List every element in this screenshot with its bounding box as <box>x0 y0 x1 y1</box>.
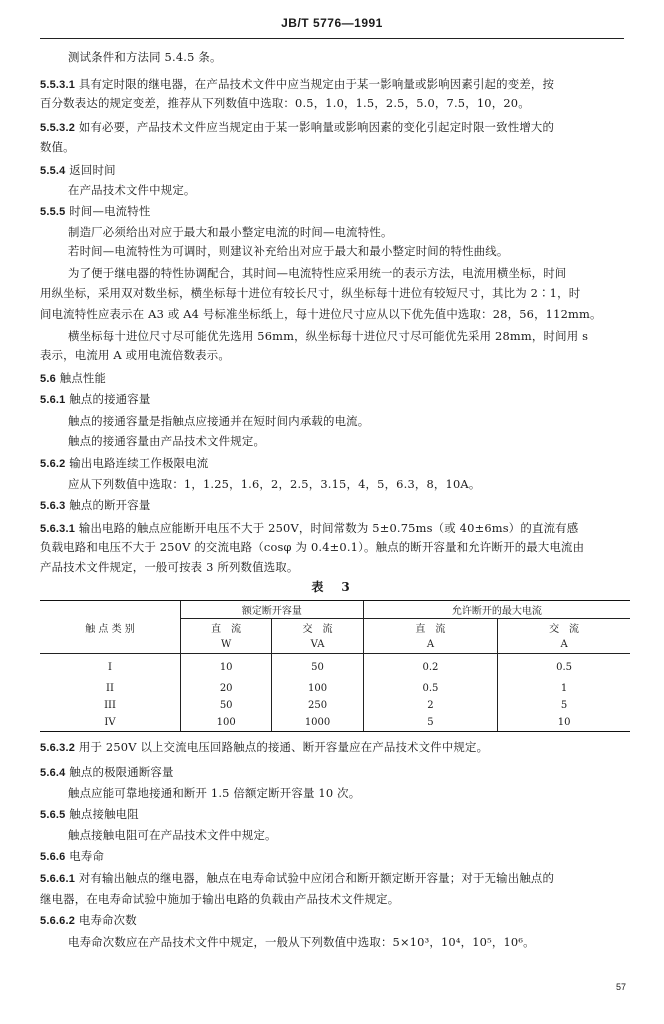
table-3 <box>40 600 630 732</box>
header-rule <box>40 38 624 39</box>
text-line <box>40 560 299 575</box>
clause-text: 负载电路和电压不大于 250V 的交流电路（cosφ 为 0.4±0.1）。触点的断开容量和允许断开的最大电流由 <box>40 540 585 554</box>
clause-number: 5.6.5 <box>40 809 66 821</box>
clause-text: 产品技术文件规定，一般可按表 3 所列数值选取。 <box>40 560 299 574</box>
clause-text: 返回时间 <box>69 163 116 177</box>
table-cell: 5 <box>498 697 630 714</box>
text-line <box>68 828 277 843</box>
text-line <box>40 204 150 220</box>
page-number: 57 <box>616 982 627 992</box>
clause-text: 触点的接通容量 <box>69 392 151 406</box>
clause-text: 应从下列数值中选取：1，1.25，1.6，2，2.5，3.15，4，5，6.3，8，10A。 <box>68 477 481 491</box>
text-line <box>40 807 139 823</box>
clause-number: 5.6.3.1 <box>40 523 76 535</box>
table-row <box>40 654 630 681</box>
clause-number: 5.6.6 <box>40 851 66 863</box>
clause-number: 5.6.1 <box>40 394 66 406</box>
row-category: I <box>108 661 112 673</box>
table-cell: 20 <box>181 680 272 697</box>
clause-text: 触点的接通容量是指触点应接通并在短时间内承载的电流。 <box>68 414 370 428</box>
clause-text: 制造厂必须给出对应于最大和最小整定电流的时间—电流特性。 <box>68 225 393 239</box>
table-cell: 0.5 <box>498 654 630 681</box>
unit-header: VA <box>272 636 363 654</box>
text-line <box>40 849 104 865</box>
clause-text: 输出电路的触点应能断开电压不大于 250V，时间常数为 5±0.75ms（或 40±6ms）的直流有感 <box>78 521 579 535</box>
clause-text: 对有输出触点的继电器，触点在电寿命试验中应闭合和断开额定断开容量；对于无输出触点的 <box>78 871 555 885</box>
text-line <box>68 183 196 198</box>
clause-number: 5.5.5 <box>40 206 66 218</box>
text-line <box>68 266 566 281</box>
text-line <box>68 477 480 492</box>
table-cell: 1000 <box>272 714 363 732</box>
text-line <box>40 163 116 179</box>
text-line <box>40 392 150 408</box>
table-cell: 0.2 <box>363 654 497 681</box>
clause-number: 5.6.6.2 <box>40 915 76 927</box>
text-line <box>68 414 369 429</box>
clause-number: 5.6.6.1 <box>40 873 76 885</box>
text-line <box>40 96 530 111</box>
clause-text: 电寿命次数应在产品技术文件中规定，一般从下列数值中选取：5×10³，10⁴，10⁵，10⁶。 <box>68 935 535 949</box>
sub-header: 直 流 <box>363 619 497 637</box>
table-cell: 100 <box>181 714 272 732</box>
text-line <box>68 329 588 344</box>
table-cell: 5 <box>363 714 497 732</box>
clause-text: 横坐标每十进位尺寸尽可能优先选用 56mm，纵坐标每十进位尺寸尽可能优先采用 28mm，时间用 s <box>68 329 589 343</box>
clause-text: 如有必要，产品技术文件应当规定由于某一影响量或影响因素的变化引起定时限一致性增大的 <box>78 120 555 134</box>
text-line <box>40 286 580 301</box>
table-cell: 2 <box>363 697 497 714</box>
clause-text: 电寿命次数 <box>78 913 137 927</box>
text-line <box>68 244 508 259</box>
text-line <box>40 120 554 136</box>
table-cell: 10 <box>498 714 630 732</box>
clause-text: 为了便于继电器的特性协调配合，其时间—电流特性应采用统一的表示方法，电流用横坐标，时间 <box>68 266 567 280</box>
clause-number: 5.6.4 <box>40 767 66 779</box>
clause-text: 触点的断开容量 <box>69 498 151 512</box>
sub-header: 交 流 <box>498 619 630 637</box>
row-category: II <box>106 683 114 694</box>
clause-number: 5.5.4 <box>40 165 66 177</box>
text-line <box>40 765 174 781</box>
row-category: IV <box>40 714 181 732</box>
text-line <box>68 935 535 950</box>
clause-text: 触点的接通容量由产品技术文件规定。 <box>68 434 266 448</box>
clause-text: 触点接触电阻 <box>69 807 139 821</box>
text-line <box>40 913 137 929</box>
clause-number: 5.6.2 <box>40 458 66 470</box>
clause-text: 间电流特性应表示在 A3 或 A4 号标准坐标纸上，每十进位尺寸应从以下优先值中选取：28，56，112mm。 <box>40 307 602 321</box>
text-line <box>40 540 584 555</box>
table-cell: 250 <box>272 697 363 714</box>
text-line <box>40 498 150 514</box>
clause-text: 触点接触电阻可在产品技术文件中规定。 <box>68 828 277 842</box>
text-line <box>40 77 554 93</box>
clause-number: 5.6.3 <box>40 500 66 512</box>
clause-text: 表示，电流用 A 或用电流倍数表示。 <box>40 348 230 362</box>
text-line <box>40 307 602 322</box>
clause-text: 具有定时限的继电器，在产品技术文件中应当规定由于某一影响量或影响因素引起的变差，按 <box>78 77 555 91</box>
clause-number: 5.5.3.2 <box>40 122 76 134</box>
table-row <box>40 697 630 714</box>
sub-header: 交 流 <box>272 619 363 637</box>
text-line <box>40 348 230 363</box>
text-line <box>68 434 265 449</box>
text-line <box>40 892 399 907</box>
text-line <box>40 521 578 537</box>
page-header: JB/T 5776—1991 <box>281 16 383 30</box>
clause-text: 数值。 <box>40 140 75 154</box>
text-line <box>40 371 106 387</box>
text-line <box>40 871 554 887</box>
sub-header: 直 流 <box>181 619 272 637</box>
unit-header: A <box>363 636 497 654</box>
clause-text: 触点的极限通断容量 <box>69 765 174 779</box>
table-cell: 50 <box>181 697 272 714</box>
group-header-max-current: 允许断开的最大电流 <box>363 601 630 619</box>
clause-text: 时间—电流特性 <box>69 204 151 218</box>
clause-text: 用纵坐标，采用双对数坐标，横坐标每十进位有较长尺寸，纵坐标每十进位有较短尺寸，其比为 2∶1，时 <box>40 286 581 300</box>
category-header: 触 点 类 别 <box>40 601 181 654</box>
clause-text: 测试条件和方法同 5.4.5 条。 <box>68 50 222 64</box>
clause-text: 用于 250V 以上交流电压回路触点的接通、断开容量应在产品技术文件中规定。 <box>78 740 489 754</box>
text-line <box>40 740 488 756</box>
text-line <box>68 50 222 65</box>
clause-number: 5.6 <box>40 373 56 385</box>
unit-header: A <box>498 636 630 654</box>
group-header-rated-breaking: 额定断开容量 <box>181 601 364 619</box>
text-line <box>68 225 393 240</box>
clause-text: 电寿命 <box>69 849 105 863</box>
unit-header: W <box>181 636 272 654</box>
clause-number: 5.6.3.2 <box>40 742 76 754</box>
table-row <box>40 714 630 732</box>
clause-text: 继电器，在电寿命试验中施加于输出电路的负载由产品技术文件规定。 <box>40 892 400 906</box>
text-line <box>40 456 208 472</box>
table-cell: 1 <box>498 680 630 697</box>
table-cell: 50 <box>272 654 363 681</box>
table-cell: 10 <box>181 654 272 681</box>
clause-number: 5.5.3.1 <box>40 79 76 91</box>
text-line <box>40 140 75 155</box>
clause-text: 触点性能 <box>59 371 107 385</box>
clause-text: 在产品技术文件中规定。 <box>68 183 196 197</box>
clause-text: 若时间—电流特性为可调时，则建议补充给出对应于最大和最小整定时间的特性曲线。 <box>68 244 509 258</box>
table-title: 表 3 <box>311 580 353 594</box>
table-cell: 100 <box>272 680 363 697</box>
table-cell: 0.5 <box>363 680 497 697</box>
clause-text: 触点应能可靠地接通和断开 1.5 倍额定断开容量 10 次。 <box>68 786 361 800</box>
row-category: III <box>104 700 116 711</box>
clause-text: 输出电路连续工作极限电流 <box>69 456 209 470</box>
text-line <box>68 786 360 801</box>
clause-text: 百分数表达的规定变差，推荐从下列数值中选取：0.5，1.0，1.5，2.5，5.0，7.5，10，20。 <box>40 96 530 110</box>
table-row <box>40 680 630 697</box>
